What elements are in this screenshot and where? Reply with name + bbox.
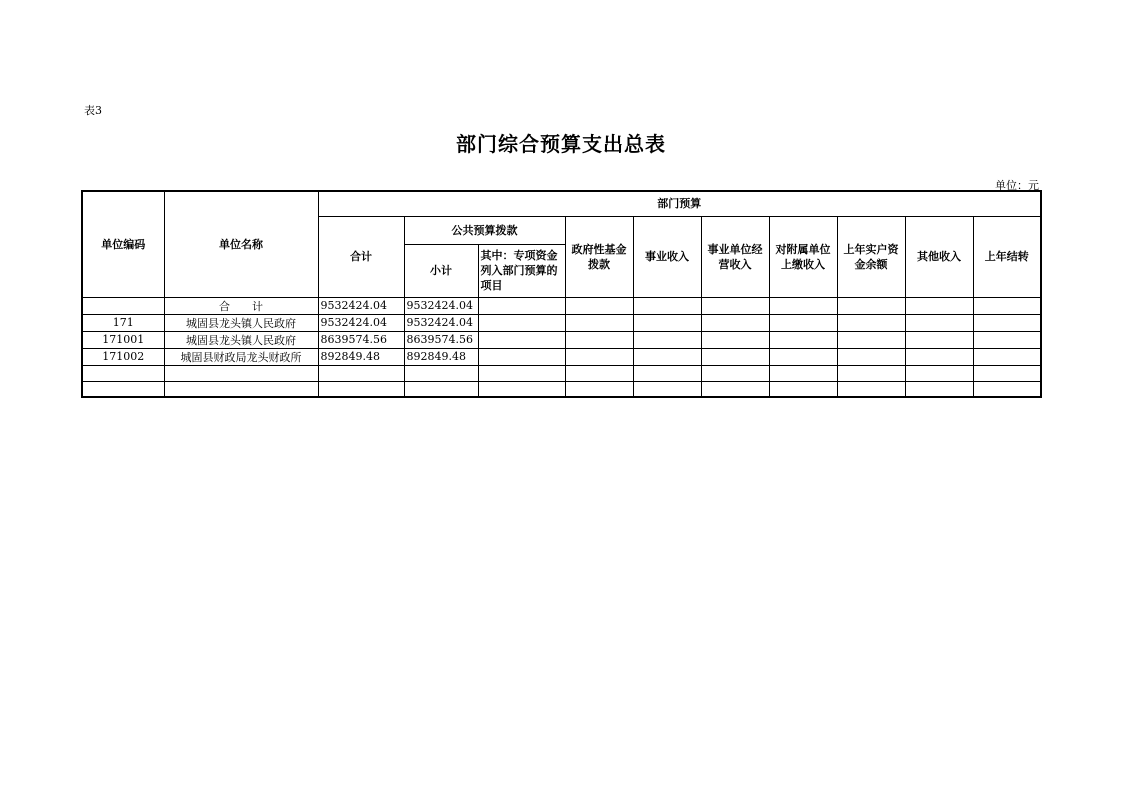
cell-subtotal: 9532424.04: [404, 297, 478, 314]
cell-subtotal: 892849.48: [404, 348, 478, 365]
table-row: [82, 331, 1041, 348]
header-special-funds: 其中：专项资金列入部门预算的项目: [478, 244, 565, 297]
unit-label: 单位：元: [995, 179, 1039, 192]
cell-code: [82, 297, 164, 314]
table-row-empty: [82, 381, 1041, 397]
cell-name: [164, 297, 318, 314]
budget-table: [81, 190, 1042, 398]
table-row-empty: [82, 365, 1041, 381]
header-dept-budget: 部门预算: [318, 191, 1041, 216]
header-business-income: 事业收入: [633, 216, 701, 297]
cell-total: 9532424.04: [318, 297, 404, 314]
header-prior-year-carryover: 上年结转: [973, 216, 1041, 297]
total-label: 合计: [219, 299, 285, 313]
cell-name: 城固县龙头镇人民政府: [164, 331, 318, 348]
cell-code: 171: [82, 314, 164, 331]
header-affiliate-income: 对附属单位上缴收入: [769, 216, 837, 297]
header-prior-year-balance: 上年实户资金余额: [837, 216, 905, 297]
header-other-income: 其他收入: [905, 216, 973, 297]
cell-name: 城固县龙头镇人民政府: [164, 314, 318, 331]
page-title: 部门综合预算支出总表: [456, 132, 666, 156]
header-unit-name: 单位名称: [164, 191, 318, 297]
cell-code: 171001: [82, 331, 164, 348]
table-row: [82, 314, 1041, 331]
cell-name: 城固县财政局龙头财政所: [164, 348, 318, 365]
cell-subtotal: 8639574.56: [404, 331, 478, 348]
table-number: 表3: [84, 104, 102, 117]
header-business-operating-income: 事业单位经营收入: [701, 216, 769, 297]
header-unit-code: 单位编码: [82, 191, 164, 297]
cell-total: 892849.48: [318, 348, 404, 365]
cell-total: 9532424.04: [318, 314, 404, 331]
header-gov-fund: 政府性基金拨款: [565, 216, 633, 297]
cell-subtotal: 9532424.04: [404, 314, 478, 331]
header-public-budget: 公共预算拨款: [404, 216, 565, 244]
cell-code: 171002: [82, 348, 164, 365]
cell-total: 8639574.56: [318, 331, 404, 348]
table-row: [82, 297, 1041, 314]
header-total: 合计: [318, 216, 404, 297]
table-row: [82, 348, 1041, 365]
header-subtotal: 小计: [404, 244, 478, 297]
